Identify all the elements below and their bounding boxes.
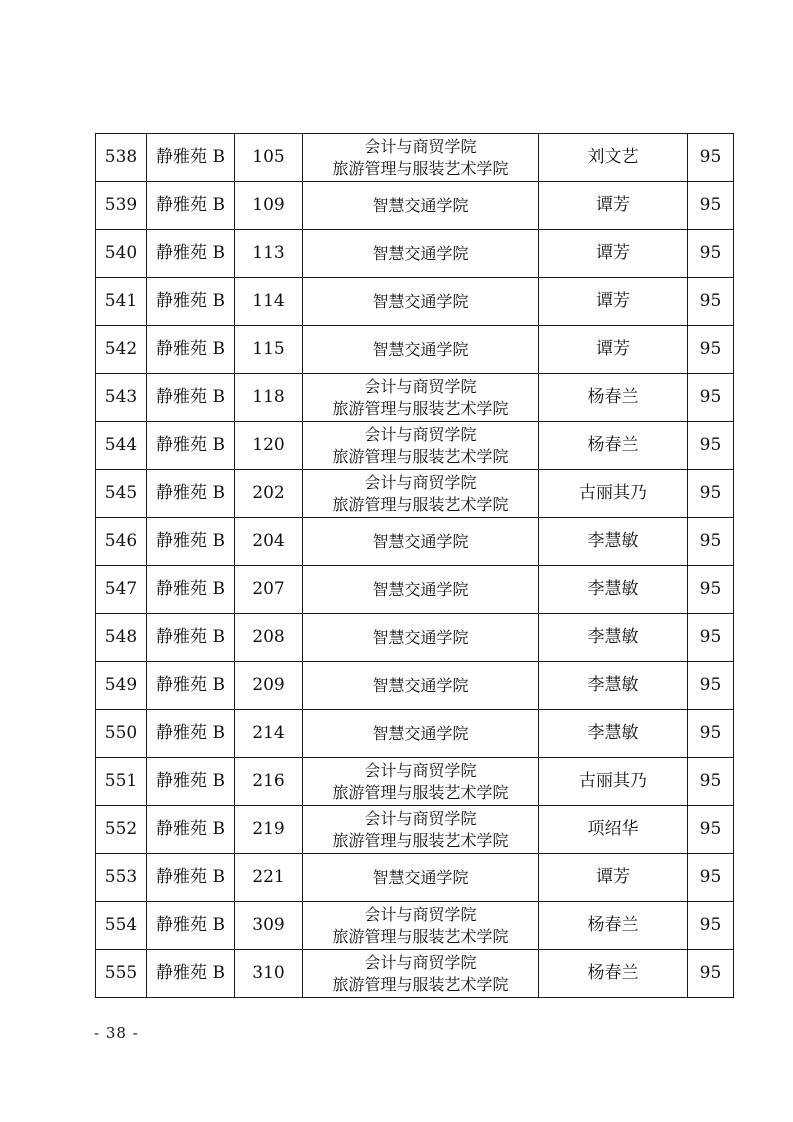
room-cell: 115 — [235, 326, 303, 374]
page-number: - 38 - — [94, 1024, 139, 1042]
row-number-cell: 552 — [96, 806, 147, 854]
room-cell: 208 — [235, 614, 303, 662]
table-row — [96, 614, 734, 662]
college-name: 会计与商贸学院 — [364, 376, 477, 396]
college-cell — [303, 662, 539, 710]
building-cell: 静雅苑 B — [147, 518, 235, 566]
score-cell: 95 — [688, 182, 734, 230]
table-row — [96, 806, 734, 854]
college-name: 旅游管理与服装艺术学院 — [332, 446, 509, 466]
college-name: 智慧交通学院 — [372, 627, 469, 647]
row-number-cell: 538 — [96, 134, 147, 182]
college-cell — [303, 470, 539, 518]
score-cell: 95 — [688, 134, 734, 182]
table-row — [96, 854, 734, 902]
row-number-cell: 553 — [96, 854, 147, 902]
college-name: 会计与商贸学院 — [364, 424, 477, 444]
teacher-cell: 谭芳 — [539, 326, 688, 374]
table-row — [96, 518, 734, 566]
room-cell: 309 — [235, 902, 303, 950]
college-cell — [303, 950, 539, 998]
college-name: 会计与商贸学院 — [364, 472, 477, 492]
building-cell: 静雅苑 B — [147, 758, 235, 806]
room-cell: 202 — [235, 470, 303, 518]
college-name: 旅游管理与服装艺术学院 — [332, 782, 509, 802]
room-cell: 221 — [235, 854, 303, 902]
room-cell: 216 — [235, 758, 303, 806]
room-cell: 114 — [235, 278, 303, 326]
teacher-cell: 谭芳 — [539, 182, 688, 230]
row-number-cell: 551 — [96, 758, 147, 806]
table-row — [96, 230, 734, 278]
score-cell: 95 — [688, 710, 734, 758]
building-cell: 静雅苑 B — [147, 374, 235, 422]
row-number-cell: 539 — [96, 182, 147, 230]
room-cell: 113 — [235, 230, 303, 278]
college-cell — [303, 854, 539, 902]
table-row — [96, 134, 734, 182]
college-cell — [303, 902, 539, 950]
building-cell: 静雅苑 B — [147, 326, 235, 374]
building-cell: 静雅苑 B — [147, 230, 235, 278]
college-cell — [303, 566, 539, 614]
score-cell: 95 — [688, 422, 734, 470]
table-body — [96, 134, 734, 998]
table-row — [96, 422, 734, 470]
college-name: 会计与商贸学院 — [364, 952, 477, 972]
table-row — [96, 374, 734, 422]
dormitory-score-table — [95, 133, 734, 998]
teacher-cell: 杨春兰 — [539, 950, 688, 998]
teacher-cell: 谭芳 — [539, 278, 688, 326]
teacher-cell: 项绍华 — [539, 806, 688, 854]
room-cell: 109 — [235, 182, 303, 230]
college-cell — [303, 758, 539, 806]
table-row — [96, 758, 734, 806]
college-name: 智慧交通学院 — [372, 723, 469, 743]
building-cell: 静雅苑 B — [147, 566, 235, 614]
college-name: 智慧交通学院 — [372, 579, 469, 599]
college-name: 智慧交通学院 — [372, 675, 469, 695]
row-number-cell: 546 — [96, 518, 147, 566]
score-cell: 95 — [688, 278, 734, 326]
table-row — [96, 278, 734, 326]
building-cell: 静雅苑 B — [147, 902, 235, 950]
room-cell: 118 — [235, 374, 303, 422]
college-name: 智慧交通学院 — [372, 867, 469, 887]
college-name: 会计与商贸学院 — [364, 808, 477, 828]
teacher-cell: 李慧敏 — [539, 710, 688, 758]
building-cell: 静雅苑 B — [147, 134, 235, 182]
row-number-cell: 540 — [96, 230, 147, 278]
table-row — [96, 326, 734, 374]
teacher-cell: 李慧敏 — [539, 566, 688, 614]
college-cell — [303, 230, 539, 278]
table-row — [96, 950, 734, 998]
score-cell: 95 — [688, 662, 734, 710]
score-cell: 95 — [688, 470, 734, 518]
row-number-cell: 554 — [96, 902, 147, 950]
row-number-cell: 555 — [96, 950, 147, 998]
teacher-cell: 李慧敏 — [539, 614, 688, 662]
teacher-cell: 李慧敏 — [539, 518, 688, 566]
row-number-cell: 549 — [96, 662, 147, 710]
row-number-cell: 543 — [96, 374, 147, 422]
college-name: 智慧交通学院 — [372, 531, 469, 551]
college-name: 旅游管理与服装艺术学院 — [332, 830, 509, 850]
room-cell: 207 — [235, 566, 303, 614]
college-cell — [303, 422, 539, 470]
college-name: 旅游管理与服装艺术学院 — [332, 494, 509, 514]
room-cell: 219 — [235, 806, 303, 854]
score-cell: 95 — [688, 374, 734, 422]
teacher-cell: 刘文艺 — [539, 134, 688, 182]
college-name: 旅游管理与服装艺术学院 — [332, 158, 509, 178]
college-cell — [303, 518, 539, 566]
college-name: 会计与商贸学院 — [364, 136, 477, 156]
building-cell: 静雅苑 B — [147, 182, 235, 230]
college-name: 智慧交通学院 — [372, 291, 469, 311]
table-row — [96, 710, 734, 758]
score-cell: 95 — [688, 758, 734, 806]
college-cell — [303, 278, 539, 326]
row-number-cell: 545 — [96, 470, 147, 518]
teacher-cell: 谭芳 — [539, 230, 688, 278]
teacher-cell: 杨春兰 — [539, 374, 688, 422]
college-cell — [303, 614, 539, 662]
row-number-cell: 548 — [96, 614, 147, 662]
teacher-cell: 古丽其乃 — [539, 470, 688, 518]
teacher-cell: 古丽其乃 — [539, 758, 688, 806]
college-name: 会计与商贸学院 — [364, 904, 477, 924]
teacher-cell: 谭芳 — [539, 854, 688, 902]
college-cell — [303, 182, 539, 230]
college-name: 旅游管理与服装艺术学院 — [332, 398, 509, 418]
building-cell: 静雅苑 B — [147, 662, 235, 710]
building-cell: 静雅苑 B — [147, 806, 235, 854]
college-name: 会计与商贸学院 — [364, 760, 477, 780]
score-cell: 95 — [688, 230, 734, 278]
college-cell — [303, 326, 539, 374]
room-cell: 120 — [235, 422, 303, 470]
building-cell: 静雅苑 B — [147, 278, 235, 326]
building-cell: 静雅苑 B — [147, 614, 235, 662]
building-cell: 静雅苑 B — [147, 854, 235, 902]
score-cell: 95 — [688, 518, 734, 566]
teacher-cell: 杨春兰 — [539, 422, 688, 470]
college-cell — [303, 374, 539, 422]
table-row — [96, 470, 734, 518]
building-cell: 静雅苑 B — [147, 470, 235, 518]
table-row — [96, 566, 734, 614]
room-cell: 204 — [235, 518, 303, 566]
score-cell: 95 — [688, 566, 734, 614]
row-number-cell: 550 — [96, 710, 147, 758]
row-number-cell: 541 — [96, 278, 147, 326]
row-number-cell: 547 — [96, 566, 147, 614]
college-cell — [303, 710, 539, 758]
college-cell — [303, 806, 539, 854]
table-row — [96, 662, 734, 710]
score-cell: 95 — [688, 902, 734, 950]
college-name: 旅游管理与服装艺术学院 — [332, 974, 509, 994]
teacher-cell: 杨春兰 — [539, 902, 688, 950]
table-row — [96, 182, 734, 230]
teacher-cell: 李慧敏 — [539, 662, 688, 710]
table-row — [96, 902, 734, 950]
score-cell: 95 — [688, 950, 734, 998]
score-cell: 95 — [688, 326, 734, 374]
score-cell: 95 — [688, 806, 734, 854]
college-name: 智慧交通学院 — [372, 339, 469, 359]
row-number-cell: 544 — [96, 422, 147, 470]
room-cell: 310 — [235, 950, 303, 998]
room-cell: 214 — [235, 710, 303, 758]
building-cell: 静雅苑 B — [147, 950, 235, 998]
building-cell: 静雅苑 B — [147, 710, 235, 758]
row-number-cell: 542 — [96, 326, 147, 374]
score-cell: 95 — [688, 614, 734, 662]
room-cell: 105 — [235, 134, 303, 182]
room-cell: 209 — [235, 662, 303, 710]
college-name: 智慧交通学院 — [372, 195, 469, 215]
score-cell: 95 — [688, 854, 734, 902]
college-name: 旅游管理与服装艺术学院 — [332, 926, 509, 946]
college-name: 智慧交通学院 — [372, 243, 469, 263]
college-cell — [303, 134, 539, 182]
building-cell: 静雅苑 B — [147, 422, 235, 470]
